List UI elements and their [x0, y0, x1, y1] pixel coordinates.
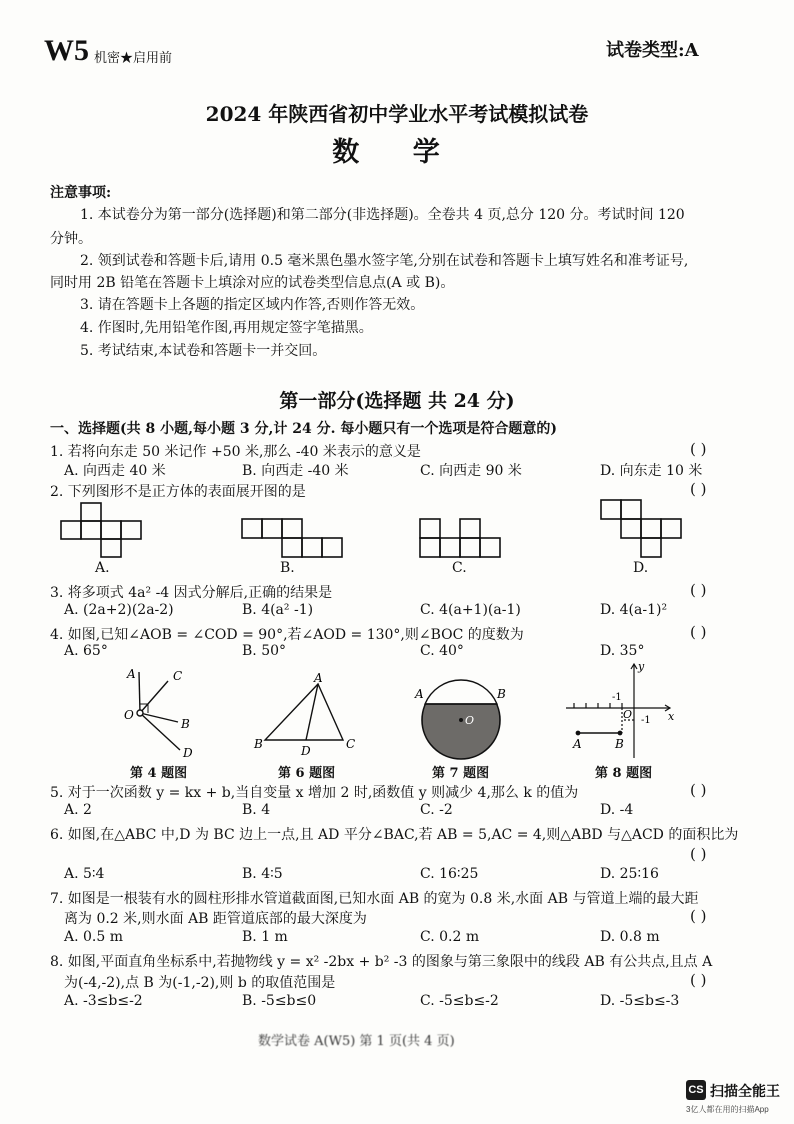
option: C. 40° — [420, 643, 464, 659]
fig-label: A — [127, 667, 136, 681]
section-title: 第一部分(选择题 共 24 分) — [279, 390, 515, 412]
option: C. 16∶25 — [420, 866, 479, 882]
option: A. 0.5 m — [64, 929, 124, 945]
fig-label: B — [254, 737, 263, 751]
notice-line: 1. 本试卷分为第一部分(选择题)和第二部分(非选择题)。全卷共 4 页,总分 120 分。考试时间 120 — [80, 207, 685, 223]
option: B. — [280, 560, 295, 576]
figure-q6 — [265, 684, 343, 740]
answer-paren: ( ) — [690, 907, 707, 925]
answer-paren: ( ) — [690, 581, 707, 599]
answer-paren: ( ) — [690, 845, 707, 863]
fig-label: y — [638, 660, 645, 673]
fig-label: D — [183, 746, 193, 760]
question-stem: 3. 将多项式 4a² -4 因式分解后,正确的结果是 — [50, 585, 333, 601]
option: B. -5≤b≤0 — [242, 993, 317, 1009]
paper-code: W5 — [44, 34, 89, 67]
notice-line: 分钟。 — [50, 231, 92, 247]
question-stem: 1. 若将向东走 50 米记作 +50 米,那么 -40 米表示的意义是 — [50, 444, 421, 460]
option: D. -4 — [600, 802, 634, 818]
option: A. — [95, 560, 110, 576]
option: D. 0.8 m — [600, 929, 660, 945]
figure-q7 — [422, 680, 500, 759]
figure-caption: 第 7 题图 — [432, 766, 490, 781]
option: C. 4(a+1)(a-1) — [420, 602, 521, 618]
fig-label: A — [314, 671, 323, 685]
notice-title: 注意事项: — [50, 185, 112, 201]
option: A. -3≤b≤-2 — [64, 993, 143, 1009]
question-stem: 6. 如图,在△ABC 中,D 为 BC 边上一点,且 AD 平分∠BAC,若 AB = 5,AC = 4,则△ABD 与△ACD 的面积比为 — [50, 827, 739, 843]
fig-label: D — [301, 744, 311, 758]
fig-label: A — [415, 687, 424, 701]
option: B. 1 m — [242, 929, 288, 945]
scanner-name: 扫描全能王 — [710, 1083, 780, 1099]
question-stem: 离为 0.2 米,则水面 AB 距管道底部的最大深度为 — [64, 911, 367, 927]
question-stem: 5. 对于一次函数 y = kx + b,当自变量 x 增加 2 时,函数值 y 则减少 4,那么 k 的值为 — [50, 785, 579, 801]
fig-label: B — [181, 717, 190, 731]
scanner-tagline: 3亿人都在用的扫描App — [686, 1105, 769, 1114]
fig-label: C — [173, 669, 183, 683]
figure-caption: 第 8 题图 — [595, 766, 653, 781]
fig-label: B — [615, 737, 624, 751]
option: D. 4(a-1)² — [600, 602, 668, 618]
answer-paren: ( ) — [690, 971, 707, 989]
option: D. -5≤b≤-3 — [600, 993, 680, 1009]
fig-label: B — [497, 687, 506, 701]
option: C. 向西走 90 米 — [420, 463, 522, 479]
option: A. 2 — [64, 802, 92, 818]
page-footer: 数学试卷 A(W5) 第 1 页(共 4 页) — [258, 1034, 455, 1049]
option: A. 向西走 40 米 — [64, 463, 166, 479]
notice-line: 3. 请在答题卡上各题的指定区域内作答,否则作答无效。 — [80, 297, 425, 313]
answer-paren: ( ) — [690, 440, 707, 458]
option: C. 0.2 m — [420, 929, 480, 945]
question-stem: 7. 如图是一根装有水的圆柱形排水管道截面图,已知水面 AB 的宽为 0.8 米,水面 AB 与管道上端的最大距 — [50, 891, 699, 907]
fig-label: -1 — [612, 692, 622, 703]
fig-label: C — [346, 737, 356, 751]
question-stem: 为(-4,-2),点 B 为(-1,-2),则 b 的取值范围是 — [64, 975, 336, 991]
option: D. — [633, 560, 649, 576]
question-stem: 8. 如图,平面直角坐标系中,若抛物线 y = x² -2bx + b² -3 的图象与第三象限中的线段 AB 有公共点,且点 A — [50, 954, 713, 970]
fig-label: A — [573, 737, 582, 751]
option: D. 35° — [600, 643, 645, 659]
option: C. -2 — [420, 802, 453, 818]
option: B. 4(a² -1) — [242, 602, 314, 618]
answer-paren: ( ) — [690, 781, 707, 799]
option: B. 4∶5 — [242, 866, 283, 882]
option: B. 4 — [242, 802, 271, 818]
fig-label: -1 — [641, 715, 651, 726]
scanner-logo-icon: CS — [686, 1080, 706, 1100]
notice-line: 同时用 2B 铅笔在答题卡上填涂对应的试卷类型信息点(A 或 B)。 — [50, 275, 455, 291]
fig-label: x — [668, 710, 675, 723]
figure-caption: 第 4 题图 — [130, 766, 188, 781]
option: B. 50° — [242, 643, 287, 659]
question-stem: 2. 下列图形不是正方体的表面展开图的是 — [50, 484, 306, 500]
fig-label: O — [623, 708, 633, 721]
notice-line: 4. 作图时,先用铅笔作图,再用规定签字笔描黑。 — [80, 320, 373, 336]
option: C. -5≤b≤-2 — [420, 993, 499, 1009]
option: B. 向西走 -40 米 — [242, 463, 349, 479]
option: A. (2a+2)(2a-2) — [64, 602, 174, 618]
paper-type-label: 试卷类型:A — [606, 40, 699, 61]
option: C. — [452, 560, 467, 576]
section-instruction: 一、选择题(共 8 小题,每小题 3 分,计 24 分. 每小题只有一个选项是符合题意的) — [50, 421, 557, 437]
figure-caption: 第 6 题图 — [278, 766, 336, 781]
option: A. 65° — [64, 643, 108, 659]
fig-label: O — [124, 708, 134, 722]
option: D. 25∶16 — [600, 866, 659, 882]
option: D. 向东走 10 米 — [600, 463, 703, 479]
notice-line: 2. 领到试卷和答题卡后,请用 0.5 毫米黑色墨水签字笔,分别在试卷和答题卡上填写姓名和准考证号, — [80, 253, 689, 269]
option: A. 5∶4 — [64, 866, 105, 882]
exam-title: 2024 年陕西省初中学业水平考试模拟试卷 — [205, 102, 589, 126]
subject-title: 数 学 — [332, 137, 462, 168]
secret-mark: 机密★启用前 — [94, 51, 173, 66]
answer-paren: ( ) — [690, 623, 707, 641]
question-stem: 4. 如图,已知∠AOB = ∠COD = 90°,若∠AOD = 130°,则∠BOC 的度数为 — [50, 627, 524, 643]
answer-paren: ( ) — [690, 480, 707, 498]
notice-line: 5. 考试结束,本试卷和答题卡一并交回。 — [80, 343, 327, 359]
fig-label: O — [465, 714, 475, 727]
figure-q4 — [137, 672, 180, 750]
